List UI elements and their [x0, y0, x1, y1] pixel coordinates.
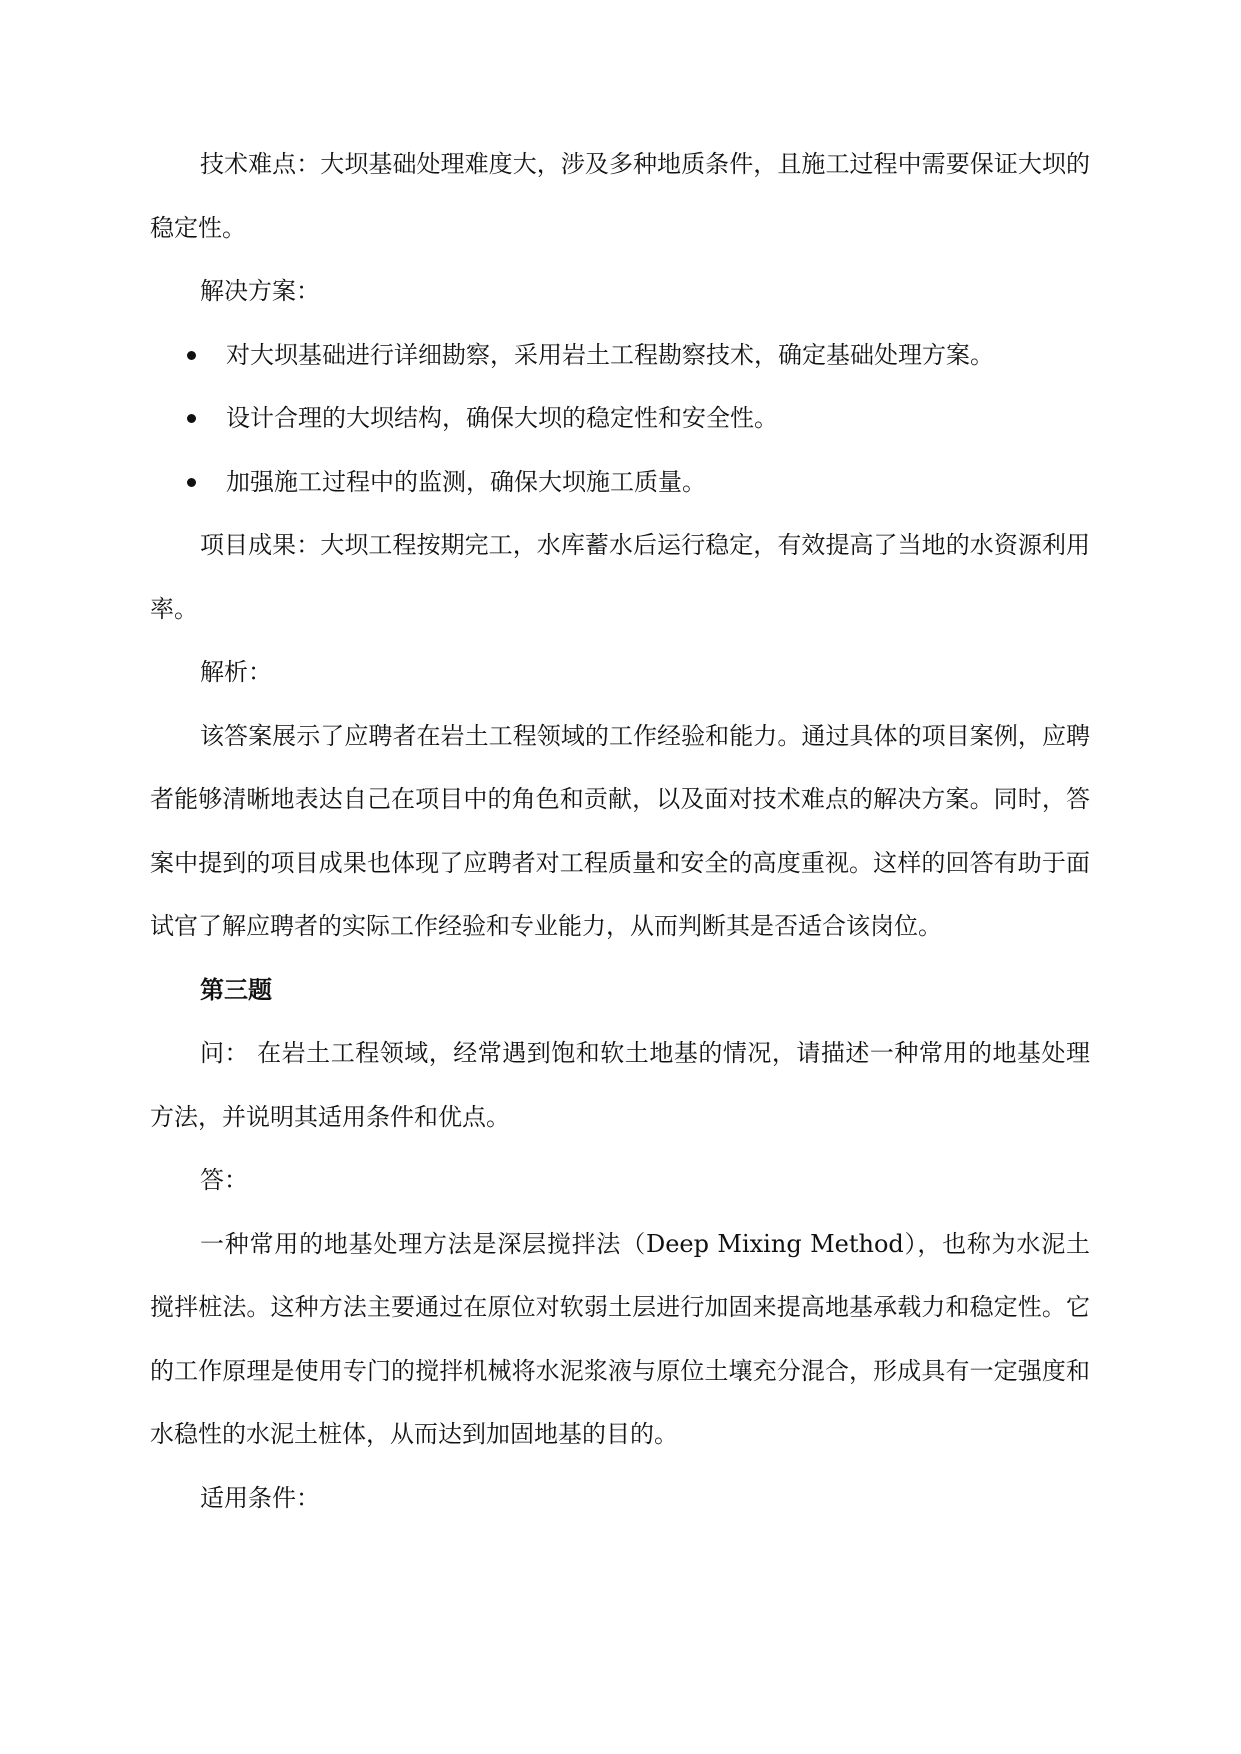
list-item	[150, 324, 1090, 388]
paragraph-technical-difficulty: 技术难点：大坝基础处理难度大，涉及多种地质条件，且施工过程中需要保证大坝的稳定性。	[150, 150, 1090, 242]
paragraph-solution-label: 解决方案：	[200, 277, 320, 305]
bullet-icon	[187, 478, 196, 487]
paragraph-question: 问： 在岩土工程领域，经常遇到饱和软土地基的情况，请描述一种常用的地基处理方法，并说明其适用条件和优点。	[150, 1039, 1090, 1131]
paragraph-conditions-label: 适用条件：	[200, 1483, 320, 1512]
paragraph-answer-body: 一种常用的地基处理方法是深层搅拌法（Deep Mixing Method），也称为水泥土搅拌桩法。这种方法主要通过在原位对软弱土层进行加固来提高地基承载力和稳定性。它的工作原理是使用专门的搅拌机械将水泥浆液与原位土壤充分混合，形成具有一定强度和水稳性的水泥土桩体，从而达到加固地基的目的。	[150, 1229, 1090, 1448]
paragraph-project-result: 项目成果：大坝工程按期完工，水库蓄水后运行稳定，有效提高了当地的水资源利用率。	[150, 531, 1090, 623]
bullet-icon	[187, 351, 196, 360]
solution-bullet-list	[150, 324, 1090, 515]
list-item-text: 加强施工过程中的监测，确保大坝施工质量。	[226, 467, 706, 496]
list-item	[150, 451, 1090, 515]
document-page	[150, 133, 1090, 1530]
list-item	[150, 387, 1090, 451]
paragraph-analysis-body: 该答案展示了应聘者在岩土工程领域的工作经验和能力。通过具体的项目案例，应聘者能够清晰地表达自己在项目中的角色和贡献，以及面对技术难点的解决方案。同时，答案中提到的项目成果也体现了应聘者对工程质量和安全的高度重视。这样的回答有助于面试官了解应聘者的实际工作经验和专业能力，从而判断其是否适合该岗位。	[150, 721, 1090, 940]
paragraph-analysis-label: 解析：	[200, 658, 272, 686]
bullet-icon	[187, 414, 196, 423]
list-item-text: 设计合理的大坝结构，确保大坝的稳定性和安全性。	[226, 404, 778, 432]
list-item-text: 对大坝基础进行详细勘察，采用岩土工程勘察技术，确定基础处理方案。	[226, 340, 994, 369]
section-heading: 第三题	[200, 975, 272, 1004]
paragraph-answer-label: 答：	[200, 1166, 248, 1194]
